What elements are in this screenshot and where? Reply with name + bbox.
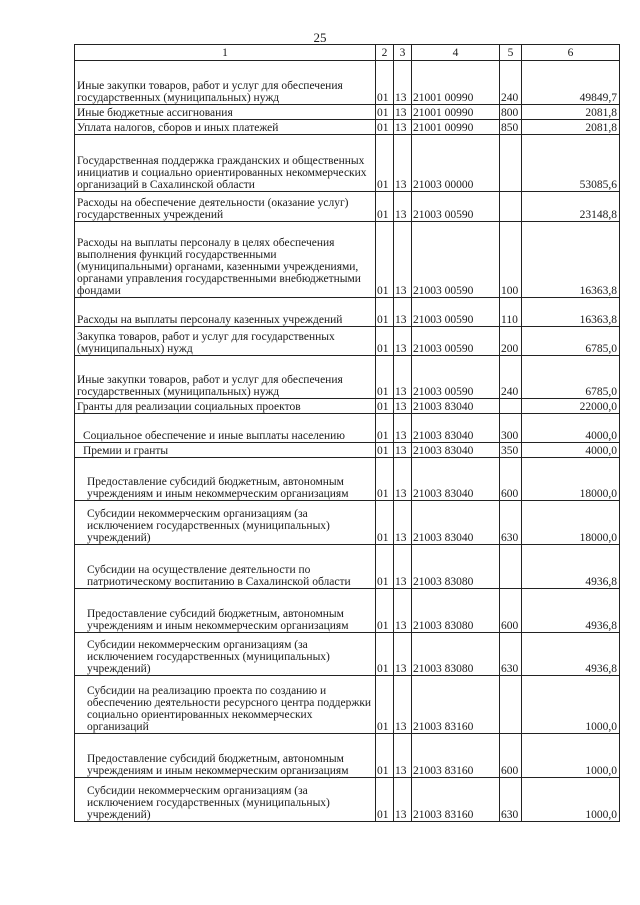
table-row [75, 734, 620, 778]
amount: 16363,8 [522, 298, 620, 327]
subsection-code: 13 [394, 327, 412, 356]
amount: 49849,7 [522, 61, 620, 105]
section-code: 01 [376, 633, 394, 676]
column-header-3: 3 [394, 45, 412, 61]
column-header-1: 1 [75, 45, 376, 61]
item-name: Иные закупки товаров, работ и услуг для обеспечения государственных (муниципальных) нужд [75, 356, 376, 399]
amount: 4000,0 [522, 443, 620, 458]
subsection-code: 13 [394, 589, 412, 633]
table-row [75, 399, 620, 414]
item-name: Премии и гранты [75, 443, 376, 458]
item-name: Субсидии некоммерческим организациям (за исключением государственных (муниципальных) учреждений) [75, 633, 376, 676]
section-code: 01 [376, 356, 394, 399]
amount: 4936,8 [522, 633, 620, 676]
item-name: Социальное обеспечение и иные выплаты населению [75, 414, 376, 443]
section-code: 01 [376, 105, 394, 120]
amount: 22000,0 [522, 399, 620, 414]
subsection-code: 13 [394, 135, 412, 192]
section-code: 01 [376, 61, 394, 105]
section-code: 01 [376, 501, 394, 545]
amount: 2081,8 [522, 105, 620, 120]
subsection-code: 13 [394, 298, 412, 327]
target-article-code: 21003 00590 [412, 192, 500, 222]
expense-type-code: 630 [500, 633, 522, 676]
table-row [75, 135, 620, 192]
expense-type-code: 600 [500, 458, 522, 501]
subsection-code: 13 [394, 120, 412, 135]
item-name: Государственная поддержка гражданских и общественных инициатив и социально ориентированных некоммерческих организаций в Сахалинской области [75, 135, 376, 192]
target-article-code: 21003 83040 [412, 501, 500, 545]
item-name: Предоставление субсидий бюджетным, автономным учреждениям и иным некоммерческим организациям [75, 734, 376, 778]
expense-type-code: 630 [500, 501, 522, 545]
table-row [75, 501, 620, 545]
amount: 16363,8 [522, 222, 620, 298]
target-article-code: 21003 83160 [412, 778, 500, 822]
amount: 4936,8 [522, 589, 620, 633]
target-article-code: 21003 83080 [412, 633, 500, 676]
target-article-code: 21003 00590 [412, 298, 500, 327]
target-article-code: 21003 83080 [412, 545, 500, 589]
expense-type-code [500, 135, 522, 192]
expense-type-code: 600 [500, 734, 522, 778]
item-name: Расходы на обеспечение деятельности (оказание услуг) государственных учреждений [75, 192, 376, 222]
table-row [75, 222, 620, 298]
expense-type-code [500, 399, 522, 414]
table-row [75, 105, 620, 120]
item-name: Предоставление субсидий бюджетным, автономным учреждениям и иным некоммерческим организациям [75, 589, 376, 633]
subsection-code: 13 [394, 676, 412, 734]
target-article-code: 21003 00590 [412, 327, 500, 356]
item-name: Субсидии некоммерческим организациям (за исключением государственных (муниципальных) учреждений) [75, 501, 376, 545]
table-row [75, 327, 620, 356]
column-header-6: 6 [522, 45, 620, 61]
amount: 2081,8 [522, 120, 620, 135]
item-name: Субсидии на реализацию проекта по созданию и обеспечению деятельности ресурсного центра поддержки социально ориентированных некоммерческих организаций [75, 676, 376, 734]
table-row [75, 545, 620, 589]
subsection-code: 13 [394, 399, 412, 414]
item-name: Субсидии некоммерческим организациям (за исключением государственных (муниципальных) учреждений) [75, 778, 376, 822]
section-code: 01 [376, 545, 394, 589]
section-code: 01 [376, 589, 394, 633]
expense-type-code: 240 [500, 61, 522, 105]
amount: 1000,0 [522, 778, 620, 822]
section-code: 01 [376, 443, 394, 458]
expense-type-code: 850 [500, 120, 522, 135]
target-article-code: 21003 83040 [412, 414, 500, 443]
section-code: 01 [376, 222, 394, 298]
target-article-code: 21001 00990 [412, 105, 500, 120]
expense-type-code [500, 676, 522, 734]
column-header-2: 2 [376, 45, 394, 61]
target-article-code: 21003 00590 [412, 222, 500, 298]
expense-type-code: 350 [500, 443, 522, 458]
amount: 18000,0 [522, 501, 620, 545]
table-row [75, 298, 620, 327]
table-row [75, 633, 620, 676]
section-code: 01 [376, 192, 394, 222]
subsection-code: 13 [394, 633, 412, 676]
target-article-code: 21001 00990 [412, 61, 500, 105]
table-row [75, 61, 620, 105]
section-code: 01 [376, 734, 394, 778]
target-article-code: 21003 00590 [412, 356, 500, 399]
target-article-code: 21003 83040 [412, 458, 500, 501]
amount: 1000,0 [522, 734, 620, 778]
amount: 4936,8 [522, 545, 620, 589]
table-row [75, 589, 620, 633]
amount: 53085,6 [522, 135, 620, 192]
target-article-code: 21003 83080 [412, 589, 500, 633]
expense-type-code: 600 [500, 589, 522, 633]
subsection-code: 13 [394, 222, 412, 298]
table-row [75, 414, 620, 443]
item-name: Расходы на выплаты персоналу казенных учреждений [75, 298, 376, 327]
target-article-code: 21003 83040 [412, 443, 500, 458]
table-row [75, 676, 620, 734]
item-name: Субсидии на осуществление деятельности по патриотическому воспитанию в Сахалинской области [75, 545, 376, 589]
item-name: Уплата налогов, сборов и иных платежей [75, 120, 376, 135]
target-article-code: 21003 83160 [412, 676, 500, 734]
subsection-code: 13 [394, 356, 412, 399]
column-header-4: 4 [412, 45, 500, 61]
subsection-code: 13 [394, 501, 412, 545]
expense-type-code: 800 [500, 105, 522, 120]
table-row [75, 778, 620, 822]
section-code: 01 [376, 458, 394, 501]
subsection-code: 13 [394, 778, 412, 822]
amount: 18000,0 [522, 458, 620, 501]
target-article-code: 21003 83160 [412, 734, 500, 778]
amount: 6785,0 [522, 356, 620, 399]
expense-type-code: 110 [500, 298, 522, 327]
section-code: 01 [376, 298, 394, 327]
section-code: 01 [376, 676, 394, 734]
item-name: Расходы на выплаты персоналу в целях обеспечения выполнения функций государственными (муниципальными) органами, казенными учреждениями, органами управления государственными внебюджетными фондами [75, 222, 376, 298]
expense-type-code: 300 [500, 414, 522, 443]
page-number: 25 [313, 30, 327, 45]
subsection-code: 13 [394, 414, 412, 443]
subsection-code: 13 [394, 545, 412, 589]
section-code: 01 [376, 135, 394, 192]
header-row [75, 45, 620, 61]
subsection-code: 13 [394, 734, 412, 778]
item-name: Иные бюджетные ассигнования [75, 105, 376, 120]
subsection-code: 13 [394, 443, 412, 458]
subsection-code: 13 [394, 105, 412, 120]
table-row [75, 443, 620, 458]
table-row [75, 120, 620, 135]
column-header-5: 5 [500, 45, 522, 61]
section-code: 01 [376, 414, 394, 443]
section-code: 01 [376, 120, 394, 135]
item-name: Иные закупки товаров, работ и услуг для обеспечения государственных (муниципальных) нужд [75, 61, 376, 105]
table-row [75, 356, 620, 399]
subsection-code: 13 [394, 192, 412, 222]
subsection-code: 13 [394, 458, 412, 501]
section-code: 01 [376, 327, 394, 356]
item-name: Закупка товаров, работ и услуг для государственных (муниципальных) нужд [75, 327, 376, 356]
item-name: Гранты для реализации социальных проектов [75, 399, 376, 414]
subsection-code: 13 [394, 61, 412, 105]
target-article-code: 21001 00990 [412, 120, 500, 135]
budget-table [74, 44, 620, 822]
table-row [75, 458, 620, 501]
amount: 4000,0 [522, 414, 620, 443]
expense-type-code: 630 [500, 778, 522, 822]
item-name: Предоставление субсидий бюджетным, автономным учреждениям и иным некоммерческим организациям [75, 458, 376, 501]
target-article-code: 21003 83040 [412, 399, 500, 414]
expense-type-code: 100 [500, 222, 522, 298]
amount: 1000,0 [522, 676, 620, 734]
table-row [75, 192, 620, 222]
section-code: 01 [376, 399, 394, 414]
target-article-code: 21003 00000 [412, 135, 500, 192]
amount: 23148,8 [522, 192, 620, 222]
expense-type-code [500, 545, 522, 589]
expense-type-code [500, 192, 522, 222]
expense-type-code: 240 [500, 356, 522, 399]
section-code: 01 [376, 778, 394, 822]
amount: 6785,0 [522, 327, 620, 356]
expense-type-code: 200 [500, 327, 522, 356]
